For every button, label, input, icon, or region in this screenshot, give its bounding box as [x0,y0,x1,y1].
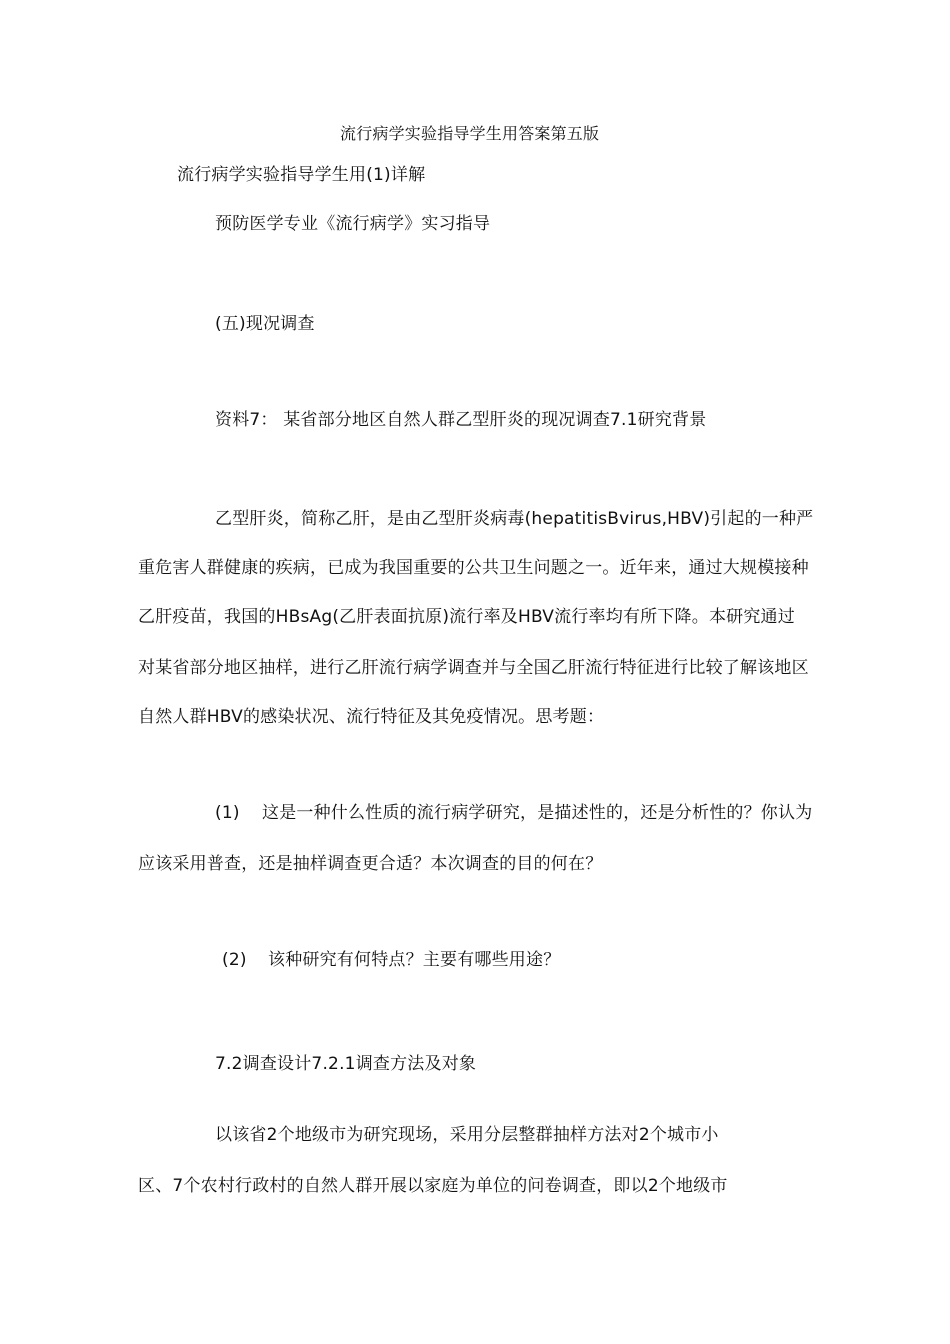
document-subtitle: 流行病学实验指导学生用(1)详解 [177,165,426,185]
design-paragraph-line: 以该省2个地级市为研究现场，采用分层整群抽样方法对2个城市小 [215,1125,719,1145]
background-paragraph-line: 乙肝疫苗，我国的HBsAg(乙肝表面抗原)流行率及HBV流行率均有所下降。本研究通过 [138,607,795,627]
course-line: 预防医学专业《流行病学》实习指导 [215,214,491,234]
question-1-text: 这是一种什么性质的流行病学研究，是描述性的，还是分析性的？你认为 [262,803,813,823]
background-paragraph-line: 对某省部分地区抽样，进行乙肝流行病学调查并与全国乙肝流行特征进行比较了解该地区 [138,658,809,678]
background-paragraph-line: 重危害人群健康的疾病，已成为我国重要的公共卫生问题之一。近年来，通过大规模接种 [138,558,809,578]
question-1-number: (1) [215,803,240,823]
question-1-text: 应该采用普查，还是抽样调查更合适？本次调查的目的何在？ [138,854,603,874]
background-paragraph-line: 乙型肝炎，简称乙肝，是由乙型肝炎病毒(hepatitisBvirus,HBV)引起的一种严 [215,509,814,529]
document-title: 流行病学实验指导学生用答案第五版 [340,124,600,143]
question-2-number: (2) [222,950,247,970]
section-heading: (五)现况调查 [215,314,315,334]
question-2-text: 该种研究有何特点？主要有哪些用途？ [268,950,561,970]
design-heading: 7.2调查设计7.2.1调查方法及对象 [215,1054,477,1074]
material-heading: 资料7： 某省部分地区自然人群乙型肝炎的现况调查7.1研究背景 [215,410,707,430]
background-paragraph-line: 自然人群HBV的感染状况、流行特征及其免疫情况。思考题： [138,707,605,727]
design-paragraph-line: 区、7个农村行政村的自然人群开展以家庭为单位的问卷调查，即以2个地级市 [138,1176,728,1196]
